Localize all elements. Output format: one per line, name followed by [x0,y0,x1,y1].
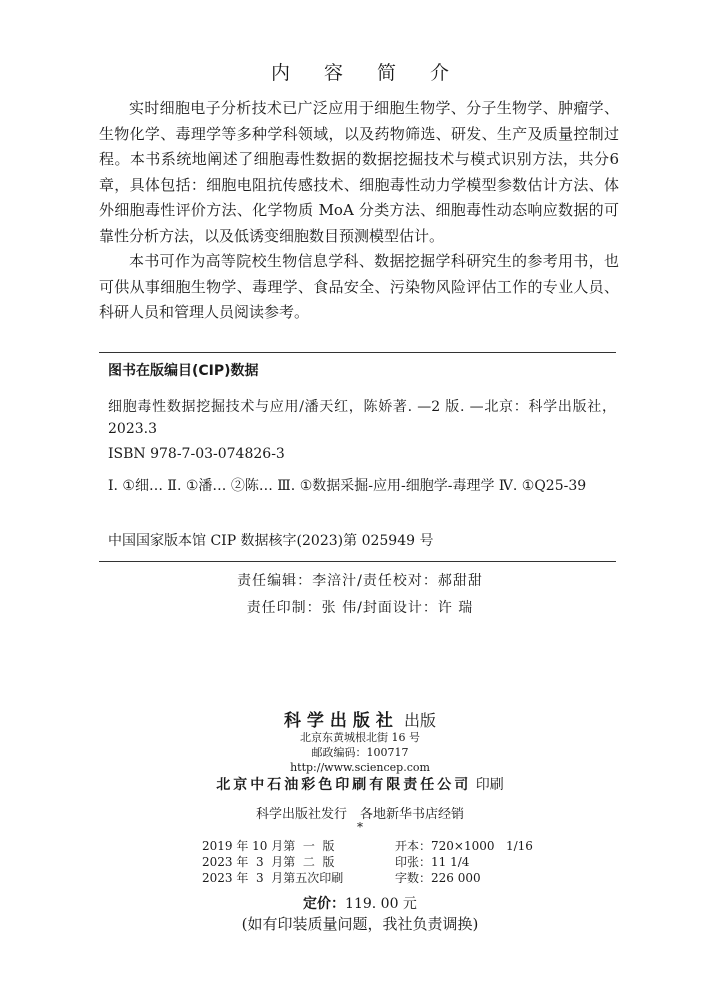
distribution-line: 科学出版社发行 各地新华书店经销 [255,807,464,822]
price-label: 定价： [303,896,346,912]
printer-suffix: 印刷 [475,777,504,793]
cip-top-rule [99,352,616,353]
edition-row [202,854,533,870]
price-line [0,893,720,913]
page-title: 内 容 简 介 [270,62,464,84]
edition-date: 2023 年 3 月第五次印刷 [202,871,344,885]
price-value: 119. 00 元 [345,896,417,912]
edition-row [202,838,533,854]
edition-date: 2023 年 3 月第 二 版 [202,855,335,869]
publisher-zipcode: 邮政编码：100717 [311,746,409,759]
edition-spec: 字数：226 000 [395,871,481,885]
printer-line [0,774,720,794]
staff-production: 责任印制：张 伟/封面设计：许 瑞 [246,600,474,616]
cip-subject: Ⅰ. ①细… Ⅱ. ①潘… ②陈… Ⅲ. ①数据采掘-应用-细胞学-毒理学 Ⅳ. ①Q25-39 [108,478,587,494]
edition-table [202,838,533,886]
publisher-suffix: 出版 [404,711,437,730]
cip-bottom-rule [99,561,616,562]
cip-entry: 细胞毒性数据挖掘技术与应用/潘天红，陈娇著. —2 版. —北京：科学出版社，2023.3 [108,399,616,437]
separator-star: * [357,820,363,834]
intro-section [99,96,619,326]
cip-heading: 图书在版编目(CIP)数据 [108,363,259,379]
quality-notice: (如有印装质量问题，我社负责调换) [241,915,479,933]
publisher-logo-text: 科学出版社 [283,711,399,731]
printer-name: 北京中石油彩色印刷有限责任公司 [216,777,472,793]
cip-isbn: ISBN 978-7-03-074826-3 [108,446,285,462]
edition-spec: 印张：11 1/4 [395,855,470,869]
publisher-address: 北京东黄城根北街 16 号 [300,731,420,744]
intro-paragraph-1: 实时细胞电子分析技术已广泛应用于细胞生物学、分子生物学、肿瘤学、生物化学、毒理学等多种学科领域，以及药物筛选、研发、生产及质量控制过程。本书系统地阐述了细胞毒性数据的数据挖掘技术与模式识别方法，共分6章，具体包括：细胞电阻抗传感技术、细胞毒性动力学模型参数估计方法、体外细胞毒性评价方法、化学物质 MoA 分类方法、细胞毒性动态响应数据的可靠性分析方法，以及低诱变细胞数目预测模型估计。 [99,99,619,245]
edition-date: 2019 年 10 月第 一 版 [202,839,335,853]
edition-spec: 开本：720×1000 1/16 [395,839,533,853]
publisher-line [0,706,720,731]
staff-editors: 责任编辑：李涪汁/责任校对：郝甜甜 [237,573,483,589]
intro-paragraph-2: 本书可作为高等院校生物信息学科、数据挖掘学科研究生的参考用书，也可供从事细胞生物学、毒理学、食品安全、污染物风险评估工作的专业人员、科研人员和管理人员阅读参考。 [99,252,619,321]
cip-verify-number: 中国国家版本馆 CIP 数据核字(2023)第 025949 号 [108,533,434,549]
edition-row [202,870,533,886]
publisher-url: http://www.sciencep.com [290,761,430,774]
